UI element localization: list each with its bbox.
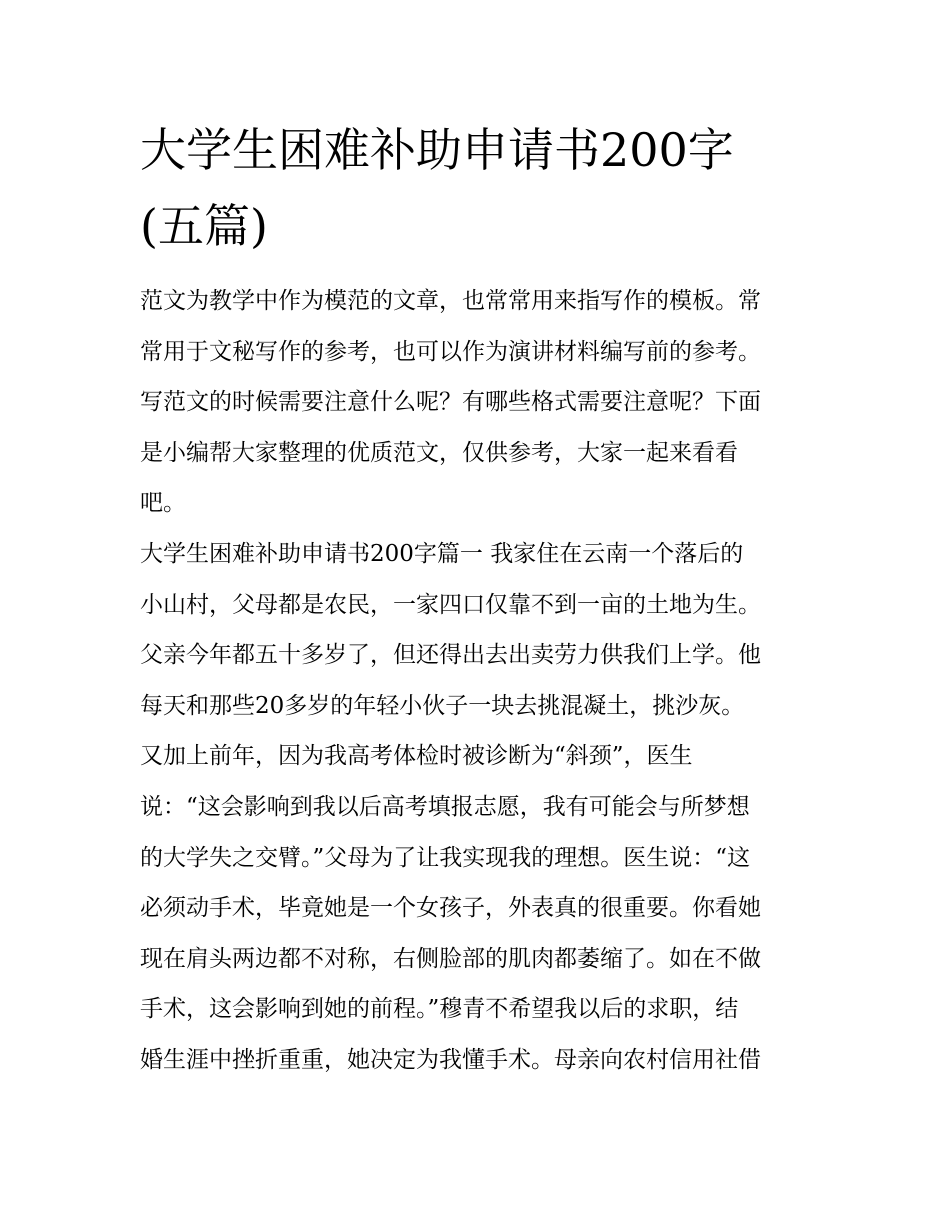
body-line: 范文为教学中作为模范的文章，也常常用来指写作的模板。常 <box>140 288 761 314</box>
body-line: 手术，这会影响到她的前程。”穆青不希望我以后的求职，结 <box>140 996 739 1023</box>
title-line-2: (五篇) <box>140 199 268 253</box>
body-line: 常用于文秘写作的参考，也可以作为演讲材料编写前的参考。 <box>140 338 761 365</box>
body-line: 每天和那些20多岁的年轻小伙子一块去挑混凝土，挑沙灰。 <box>140 692 745 719</box>
body-line: 写范文的时候需要注意什么呢？有哪些格式需要注意呢？下面 <box>140 389 761 416</box>
body-line: 小山村，父母都是农民，一家四口仅靠不到一亩的土地为生。 <box>140 591 761 618</box>
body-line: 又加上前年，因为我高考体检时被诊断为“斜颈”，医生 <box>140 743 693 770</box>
body-line: 现在肩头两边都不对称，右侧脸部的肌肉都萎缩了。如在不做 <box>140 945 761 972</box>
document-title <box>140 112 820 264</box>
body-line: 大学生困难补助申请书200字篇一 我家住在云南一个落后的 <box>140 540 744 567</box>
body-line: 说：“这会影响到我以后高考填报志愿，我有可能会与所梦想 <box>140 793 750 820</box>
body-line: 是小编帮大家整理的优质范文，仅供参考，大家一起来看看 <box>140 439 738 466</box>
body-line: 父亲今年都五十多岁了，但还得出去出卖劳力供我们上学。他 <box>140 642 761 669</box>
title-line-1: 大学生困难补助申请书200字 <box>140 123 734 177</box>
document-body <box>140 276 815 1086</box>
body-line: 必须动手术，毕竟她是一个女孩子，外表真的很重要。你看她 <box>140 895 761 922</box>
body-line: 的大学失之交臂。”父母为了让我实现我的理想。医生说：“这 <box>140 844 751 871</box>
body-line: 婚生涯中挫折重重，她决定为我懂手术。母亲向农村信用社借 <box>140 1046 761 1073</box>
body-line: 吧。 <box>140 490 186 517</box>
